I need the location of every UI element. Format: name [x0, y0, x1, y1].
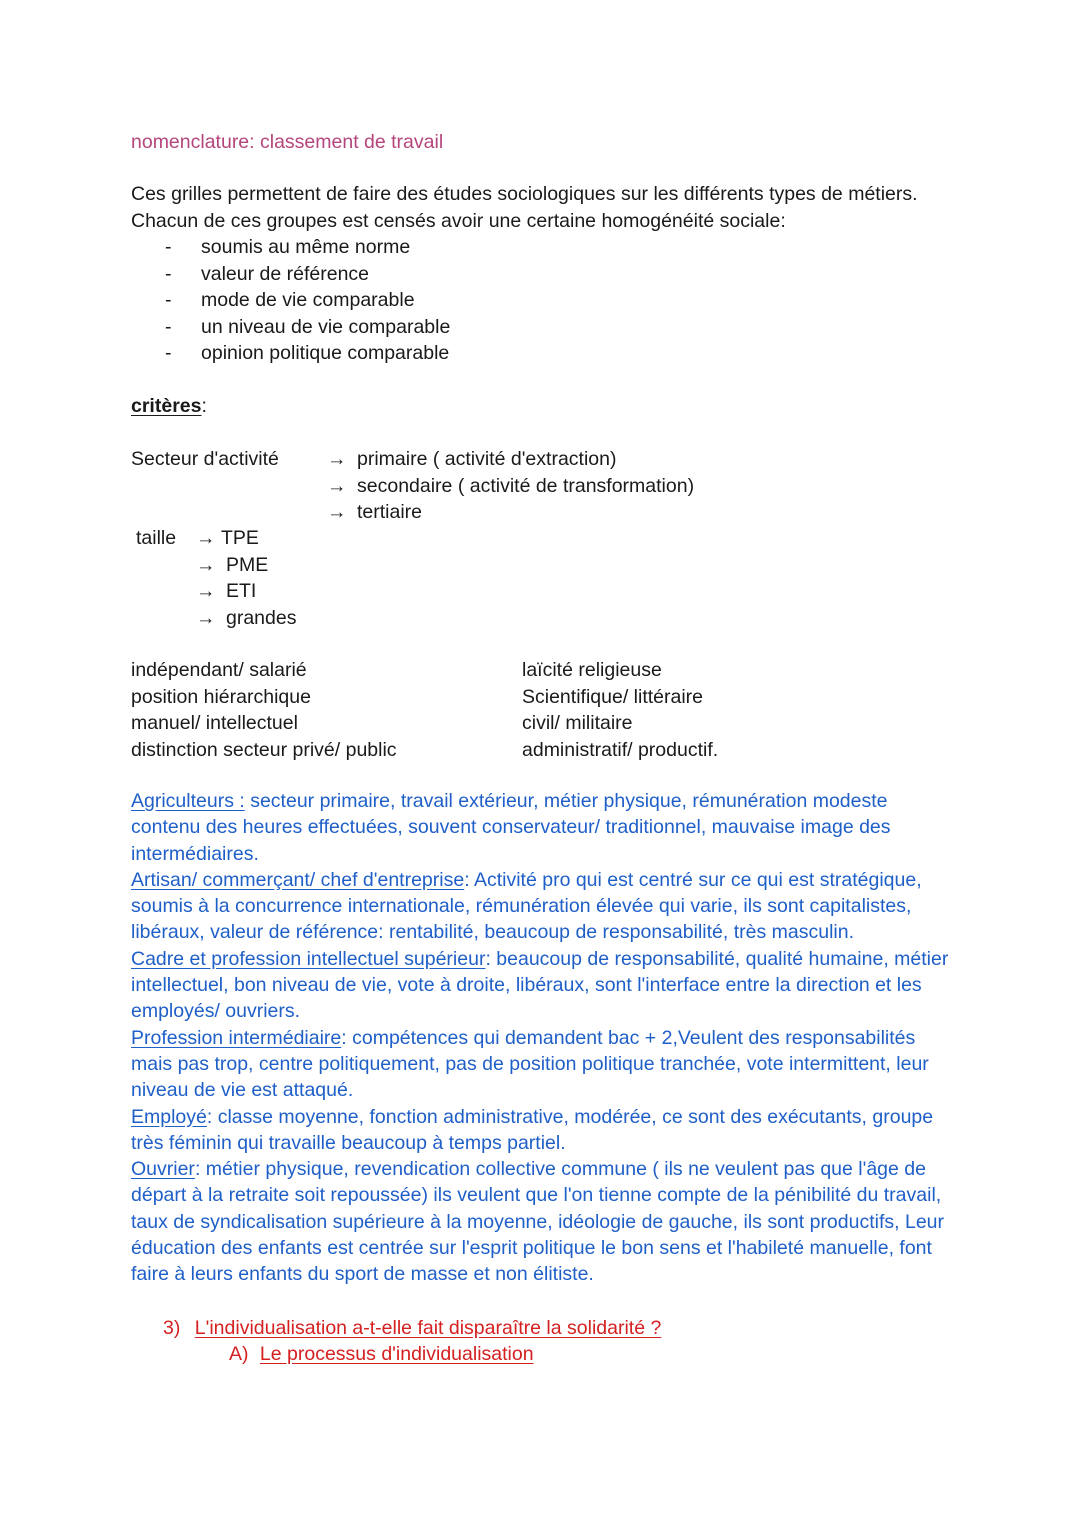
arrow-right-icon: →: [327, 448, 347, 470]
category-text: classe moyenne, fonction administrative, modérée, ce sont des exécutants, groupe très féminin qui travaille beaucoup à temps partiel.: [131, 1105, 934, 1154]
category-text: Activité pro qui est centré sur ce qui est stratégique, soumis à la concurrence internationale, rémunération élevée qui varie, ils sont capitalistes, libéraux, valeur de référence: rentabilité, beaucoup de responsabilité, très masculin.: [131, 868, 922, 944]
category-text: secteur primaire, travail extérieur, métier physique, rémunération modeste contenu des heures effectuées, souvent conservateur/ traditionnel, mauvaise image des intermédiaires.: [131, 790, 891, 865]
category-cadre: Cadre et profession intellectuel supérieur: beaucoup de responsabilité, qualité humaine, métier intellectuel, bon niveau de vie, vote à droite, libéraux, sont l'interface entre la direction et les employés/ ouvriers.: [131, 947, 949, 1023]
category-title: Ouvrier: [131, 1158, 195, 1181]
list-item: → TPE: [196, 525, 296, 552]
arrow-right-icon: →: [196, 527, 216, 549]
right-criteria-list: [522, 657, 718, 763]
section-a-heading: [229, 1341, 534, 1368]
section-title: L'individualisation a-t-elle fait disparaître la solidarité ?: [194, 1317, 662, 1339]
list-item: - mode de vie comparable: [165, 287, 450, 314]
list-item: → PME: [196, 552, 296, 579]
category-artisan: Artisan/ commerçant/ chef d'entreprise: Activité pro qui est centré sur ce qui est stratégique, soumis à la concurrence internationale, rémunération élevée qui varie, ils sont capitalistes, libéraux, valeur de référence: rentabilité, beaucoup de responsabilité, très masculin.: [131, 868, 922, 944]
list-item: → secondaire ( activité de transformation): [327, 473, 694, 500]
intro-line-1: Ces grilles permettent de faire des études sociologiques sur les différents types de métiers.: [131, 183, 918, 205]
arrow-right-icon: →: [196, 606, 216, 629]
list-item: → primaire ( activité d'extraction): [327, 446, 694, 473]
page-heading: nomenclature: classement de travail: [131, 131, 444, 153]
category-title: Profession intermédiaire: [131, 1026, 342, 1049]
section-title: Le processus d'individualisation: [259, 1343, 534, 1365]
list-item: civil/ militaire: [522, 712, 633, 734]
arrow-right-icon: →: [196, 553, 216, 576]
list-item: - un niveau de vie comparable: [165, 314, 450, 341]
list-item: manuel/ intellectuel: [131, 712, 298, 734]
category-title: Cadre et profession intellectuel supérieur: [131, 947, 486, 970]
left-criteria-list: [131, 657, 397, 763]
list-item: indépendant/ salarié: [131, 659, 307, 681]
arrow-right-icon: →: [196, 580, 216, 602]
arrow-right-icon: →: [327, 474, 347, 497]
categories-block: [131, 788, 961, 1288]
list-item: administratif/ productif.: [522, 738, 719, 761]
category-text: beaucoup de responsabilité, qualité humaine, métier intellectuel, bon niveau de vie, vote à droite, libéraux, sont l'interface entre la direction et les employés/ ouvriers.: [131, 947, 949, 1023]
criteres-heading: critères:: [131, 395, 207, 417]
intro-line-2: Chacun de ces groupes est censés avoir une certaine homogénéité sociale:: [131, 210, 786, 232]
homogeneity-list: [165, 234, 450, 367]
list-item: position hiérarchique: [131, 685, 311, 708]
section-3-heading: [163, 1315, 661, 1342]
arrow-right-icon: →: [327, 501, 347, 523]
taille-label: taille: [136, 527, 177, 549]
list-item: Scientifique/ littéraire: [522, 685, 704, 708]
category-title: Artisan/ commerçant/ chef d'entreprise: [131, 868, 465, 891]
category-ouvrier: Ouvrier: métier physique, revendication collective commune ( ils ne veulent pas que l'âge de départ à la retraite soit repoussée) ils veulent que l'on tienne compte de la pénibilité du travail, taux de syndicalisation supérieure à la moyenne, idéologie de gauche, ils sont productifs, Leur éducation des enfants est centrée sur l'esprit politique le bon sens et l'habileté manuelle, font faire à leurs enfants du sport de masse et non élitiste.: [131, 1158, 945, 1286]
category-title: Employé: [131, 1105, 207, 1128]
list-item: - soumis au même norme: [165, 234, 450, 261]
list-item: - opinion politique comparable: [165, 340, 450, 367]
criteres-label: critères: [131, 395, 202, 417]
secteur-list: [327, 446, 694, 526]
category-employe: Employé: classe moyenne, fonction administrative, modérée, ce sont des exécutants, groupe très féminin qui travaille beaucoup à temps partiel.: [131, 1105, 934, 1154]
secteur-label: Secteur d'activité: [131, 448, 279, 470]
category-text: métier physique, revendication collective commune ( ils ne veulent pas que l'âge de départ à la retraite soit repoussée) ils veulent que l'on tienne compte de la pénibilité du travail, taux de syndicalisation supérieure à la moyenne, idéologie de gauche, ils sont productifs, Leur éducation des enfants est centrée sur l'esprit politique le bon sens et l'habileté manuelle, font faire à leurs enfants du sport de masse et non élitiste.: [131, 1158, 945, 1286]
category-text: compétences qui demandent bac + 2,Veulent des responsabilités mais pas trop, centre politiquement, pas de position politique tranchée, vote intermittent, leur niveau de vie est attaqué.: [131, 1026, 929, 1102]
category-agriculteurs: Agriculteurs : secteur primaire, travail extérieur, métier physique, rémunération modeste contenu des heures effectuées, souvent conservateur/ traditionnel, mauvaise image des intermédiaires.: [131, 790, 891, 865]
list-item: → grandes: [196, 605, 296, 632]
category-intermediaire: Profession intermédiaire: compétences qui demandent bac + 2,Veulent des responsabilités mais pas trop, centre politiquement, pas de position politique tranchée, vote intermittent, leur niveau de vie est attaqué.: [131, 1026, 929, 1102]
category-title: Agriculteurs: [131, 790, 240, 812]
taille-list: [196, 525, 296, 631]
list-item: distinction secteur privé/ public: [131, 738, 397, 761]
list-item: → tertiaire: [327, 499, 694, 526]
list-item: laïcité religieuse: [522, 659, 662, 681]
list-item: → ETI: [196, 578, 296, 605]
section-letter: A): [229, 1343, 249, 1365]
list-item: - valeur de référence: [165, 261, 450, 288]
section-number: 3): [163, 1317, 181, 1339]
